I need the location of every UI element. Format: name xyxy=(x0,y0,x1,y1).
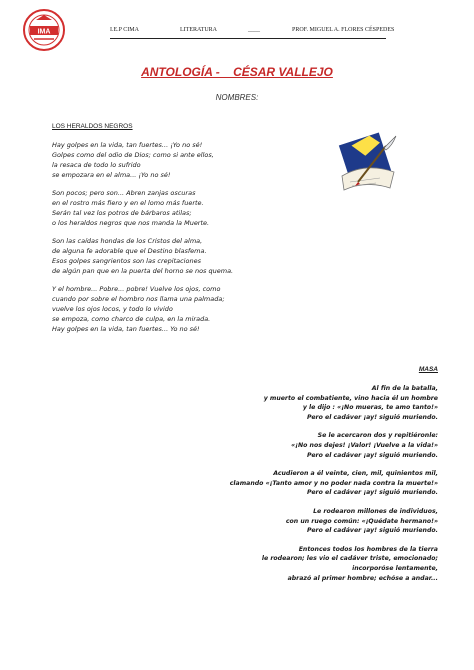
stanza xyxy=(138,469,438,498)
poem-line: Hay golpes en la vida, tan fuertes... ¡Yo no sé! xyxy=(52,141,203,149)
poem-line: Al fin de la batalla, xyxy=(371,385,438,392)
poem-line: Pero el cadáver ¡ay! siguió muriendo. xyxy=(306,527,438,535)
poem-line: cuando por sobre el hombro nos llama una palmada; xyxy=(52,295,225,303)
poem-line: clamando «¡Tanto amor y no poder nada contra la muerte!» xyxy=(229,479,438,487)
poem-line: Pero el cadáver ¡ay! siguió muriendo. xyxy=(306,413,438,421)
poem-line: se empozara en el alma... ¡Yo no sé! xyxy=(52,171,171,179)
stanza xyxy=(52,236,312,276)
subject-name: LITERATURA xyxy=(180,27,217,33)
poem-line: Entonces todos los hombres de la tierra xyxy=(298,545,438,553)
names-label: NOMBRES: xyxy=(215,93,259,102)
header-bar xyxy=(110,27,395,39)
poem-line: Pero el cadáver ¡ay! siguió muriendo. xyxy=(306,451,438,459)
poem-line: se empoza, como charco de culpa, en la mirada. xyxy=(52,315,211,323)
poem1-title: LOS HERALDOS NEGROS xyxy=(52,123,133,130)
poem-line: abrazó al primer hombre; echóse a andar... xyxy=(287,574,438,582)
stanza xyxy=(138,384,438,422)
poem-line: Se le acercaron dos y repitiéronle: xyxy=(317,432,438,440)
poem-line: Esos golpes sangrientos son las crepitaciones xyxy=(52,257,201,265)
poem-line: le rodearon; les vio el cadáver triste, emocionado; xyxy=(261,555,438,563)
school-name: I.E.P CIMA xyxy=(110,27,139,33)
teacher-name: PROF. MIGUEL A. FLORES CÉSPEDES xyxy=(292,27,395,33)
stanza xyxy=(52,188,312,228)
poem-line: Y el hombre... Pobre... pobre! Vuelve los ojos, como xyxy=(52,285,221,293)
page-title: ANTOLOGÍA - CÉSAR VALLEJO xyxy=(141,65,333,79)
poem-line: Acudieron a él veinte, cien, mil, quinientos mil, xyxy=(273,470,438,478)
school-logo-icon xyxy=(22,8,66,52)
poem-line: Le rodearon millones de individuos, xyxy=(313,507,438,515)
poem-line: Son las caídas hondas de los Cristos del alma, xyxy=(52,237,203,245)
stanza xyxy=(52,284,312,334)
poem1-body xyxy=(52,140,312,342)
poem-line: Pero el cadáver ¡ay! siguió muriendo. xyxy=(306,489,438,497)
poem-line: Golpes como del odio de Dios; como si ante ellos, xyxy=(52,151,214,159)
poem-line: de alguna fe adorable que el Destino blasfema. xyxy=(52,247,207,255)
poem-line: la resaca de todo lo sufrido xyxy=(52,161,141,169)
quill-paper-icon xyxy=(336,132,400,194)
header-blank: ____ xyxy=(248,27,260,33)
poem2-title: MASA xyxy=(418,366,438,373)
stanza xyxy=(138,545,438,583)
poem-line: Serán tal vez los potros de bárbaros atilas; xyxy=(52,209,192,217)
poem-line: vuelve los ojos locos, y todo lo vivido xyxy=(52,305,173,313)
poem-line: incorporóse lentamente, xyxy=(352,564,438,572)
poem-line: en el rostro más fiero y en el lomo más fuerte. xyxy=(52,199,204,207)
poem-line: y le dijo : «¡No mueras, te amo tanto!» xyxy=(302,404,438,412)
poem-line: Son pocos; pero son... Abren zanjas oscuras xyxy=(52,189,196,197)
stanza xyxy=(138,431,438,460)
poem2-body xyxy=(138,384,438,592)
stanza xyxy=(138,507,438,536)
logo-text: IMA xyxy=(37,28,51,36)
poem-line: o los heraldos negros que nos manda la Muerte. xyxy=(52,219,210,227)
poem-line: «¡No nos dejes! ¡Valor! ¡Vuelve a la vida!» xyxy=(291,441,438,449)
poem-line: Hay golpes en la vida, tan fuertes... Yo no sé! xyxy=(52,325,200,333)
stanza xyxy=(52,140,312,180)
poem-line: de algún pan que en la puerta del horno se nos quema. xyxy=(52,267,234,275)
poem-line: con un ruego común: «¡Quédate hermano!» xyxy=(285,517,438,525)
poem-line: y muerto el combatiente, vino hacia él un hombre xyxy=(263,394,438,402)
